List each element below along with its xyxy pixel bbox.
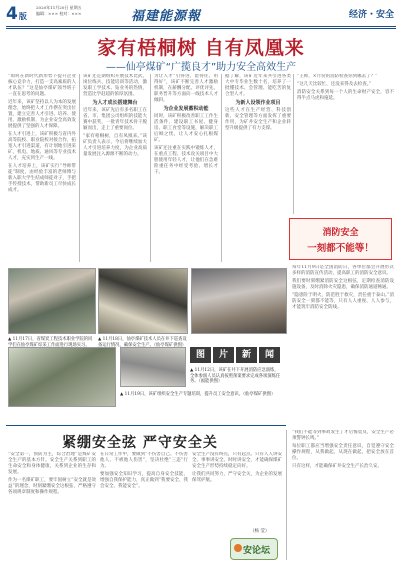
col-divider: [286, 430, 287, 560]
col3-subtitle: 为企业发展蓄积动能: [163, 106, 209, 112]
section-label: 经济・安全: [348, 10, 394, 20]
masthead: 福建能源報: [131, 9, 202, 24]
header-rule-thin: [6, 28, 396, 29]
article-col-1: “如何在新时代新形势下提升企业核心竞争力，打造一支高素质的人才队伍？”这是仙亭煤矿领导班子一直在思考的问题。 近年来，该矿坚持以人为本的发展理念，始终把人才工作摆在突出位置，建立完善人才引进、培养、使用、激励机制，为企业安全高效发展提供了坚强的人才保障。 在人才引进上，该矿积极与省内外高等院校、职业院校对接合作，拓宽人才引进渠道，有计划地引进采矿、机电、地质、通风等专业技术人才，充实到生产一线。 在人才培养上，该矿实行“导师带徒”制度，由经验丰富的老师傅与新入职大学生结成师徒对子，手把手传授技术，帮助新员工尽快成长成才。: [8, 74, 76, 193]
photo-drill-scene: [8, 347, 116, 407]
photo-caption-4: ▲ 11月19日，该矿组织安全生产专题培训，提升员工安全意识。（仙亭煤矿供图）: [120, 392, 276, 397]
bottom-col-2: 在日常工作中，要做到“不伤害自己、不伤害他人、不被他人伤害”，坚决杜绝“三违”行为。 要加强安全知识学习，提高自身安全技能，增强自我保护能力，真正做到“我要安全、我会安全、我能安全”。: [100, 452, 188, 489]
col4-subtitle: 为新人设领作业项目: [235, 100, 281, 106]
article-col-2: 该矿还定期组织开展技术比武、岗位练兵、技能培训等活动，激发职工学技术、钻业务的热情，营造比学赶超的浓厚氛围。 为人才成长搭建舞台 近年来，该矿先后有多名职工在省、市、集团公司组织的技能大赛中获奖，一批青年技术骨干脱颖而出，走上了重要岗位。 “家有梧桐树，自有凤凰来。”该矿负责人表示，今后将继续加大人才引进培养力度，为企业高质量发展注入源源不断的动力。: [83, 74, 147, 157]
safety-title-line-1: 消防安全: [322, 228, 359, 238]
bottom-right-col: “我们不能等到事故发生了才后悔莫及，安全生产必须警钟长鸣。” 每位职工都应当增强安全责任意识，自觉遵守安全操作规程，从我做起，从现在做起，把安全放在首位。 只有这样，才能确保矿井安全生产长治久安。: [292, 430, 394, 469]
photo-workers-inspection: [98, 268, 188, 334]
forum-badge: 安论坛: [230, 538, 278, 560]
author-signature: （杨 莹）: [250, 529, 270, 534]
col-divider: [150, 74, 151, 262]
picture-news-banner: 图 片 新 闻: [190, 347, 280, 363]
page-header: [6, 4, 396, 26]
article-col-3: 为让人才“引得进、留得住、用得好”，该矿不断完善人才激励机制，在薪酬分配、评优评先、职务晋升等方面向一线技术人才倾斜。 为企业发展蓄积动能 同时，该矿积极改善职工工作生活条件，建设职工书屋、健身房、职工食堂等设施，解决职工后顾之忧，让人才安心扎根煤矿。 该矿还注重在实践中锻炼人才，在重点工程、技术攻关项目中大胆使用年轻人才，让他们在急难险重任务中经受考验、增长才干。: [154, 74, 218, 175]
bottom-col-1: “安全第一，预防为主，综合治理”是煤矿安全生产的基本方针。安全生产关系到职工的生命安全和身体健康，关系到企业的生存和发展。 作为一名煤矿职工，要牢固树立“安全就是效益”的理念，时刻紧绷安全这根弦，严格遵守各项规章制度和操作规程。: [8, 452, 96, 495]
safety-title-box: [289, 218, 392, 260]
photo-caption-2: ▲ 11月18日，仙亭煤矿技术人员在井下巡查设备运行情况，确保安全生产。（仙亭煤矿供图）: [98, 337, 187, 348]
subheadline: ——仙亭煤矿“广揽良才”助力安全高效生产: [105, 62, 297, 73]
photo-safety-training: [191, 268, 287, 334]
photo-fire-drill: [120, 347, 186, 387]
page-number: 4版: [6, 4, 27, 24]
date-line: 2020年11月20日 星期五 编辑：××× 校对：×××: [36, 5, 82, 16]
section2-headline: 紧绷安全弦 严守安全关: [62, 435, 218, 451]
main-headline: 家有梧桐树 自有凤凰来: [97, 37, 305, 59]
safety-title-line-2: 一刻都不能等！: [307, 243, 374, 254]
photo-students-training: [8, 268, 96, 334]
section-rule: [6, 425, 286, 426]
sun-icon: [234, 544, 242, 552]
bottom-col-3: 安全生产没有终点，只有起点。只有人人讲安全、事事讲安全、时时讲安全，才能确保煤矿安全生产形势持续稳定向好。 让我们共同努力，严守安全关，为企业的发展保驾护航。: [192, 452, 282, 483]
col-divider: [293, 74, 294, 214]
col2-subtitle: 为人才成长搭建舞台: [92, 100, 138, 106]
safety-article: 每年11月9日是全国消防日，各单位都会开展形式多样的消防宣传活动，提高职工的消防安全意识。 我们要时刻绷紧消防安全这根弦，定期检查消防设施设备，及时消除火灾隐患，确保消防通道畅通。 “隐患险于明火，防范胜于救灾，责任重于泰山。”消防安全一刻都不能等，只有人人重视、人人参与，才能筑牢消防安全防线。: [292, 265, 394, 310]
photo-caption-3: ▲ 11月12日，该矿在井下开展消防应急演练，全体参演人员认真按照预案要求完成各项演练任务。（福能供图）: [190, 368, 281, 384]
article-col-4: 据了解，该矿近年来共引进各类大中专毕业生数十名，培养了一批懂技术、会管理、能吃苦的复合型人才。 为新人设领作业项目 这些人才在生产经营、科技创新、安全管理等方面发挥了重要作用，为矿井安全生产和企业转型升级提供了有力支撑。: [225, 74, 291, 131]
col-divider: [221, 74, 222, 262]
header-rule: [6, 26, 396, 27]
article-col-5: “王师，×月份的消防检查你到哪去了？” “这几天比较忙，还没来得及去检查。” 消防安全关系到每一个人的生命财产安全，容不得半点马虎和拖延。: [297, 74, 394, 101]
col-divider: [79, 74, 80, 262]
photo-caption-1: ▲ 11月17日，省煤炭工程技术职业学院的同学们在仙亭煤矿综采工作面进行现场实习。: [8, 337, 93, 348]
